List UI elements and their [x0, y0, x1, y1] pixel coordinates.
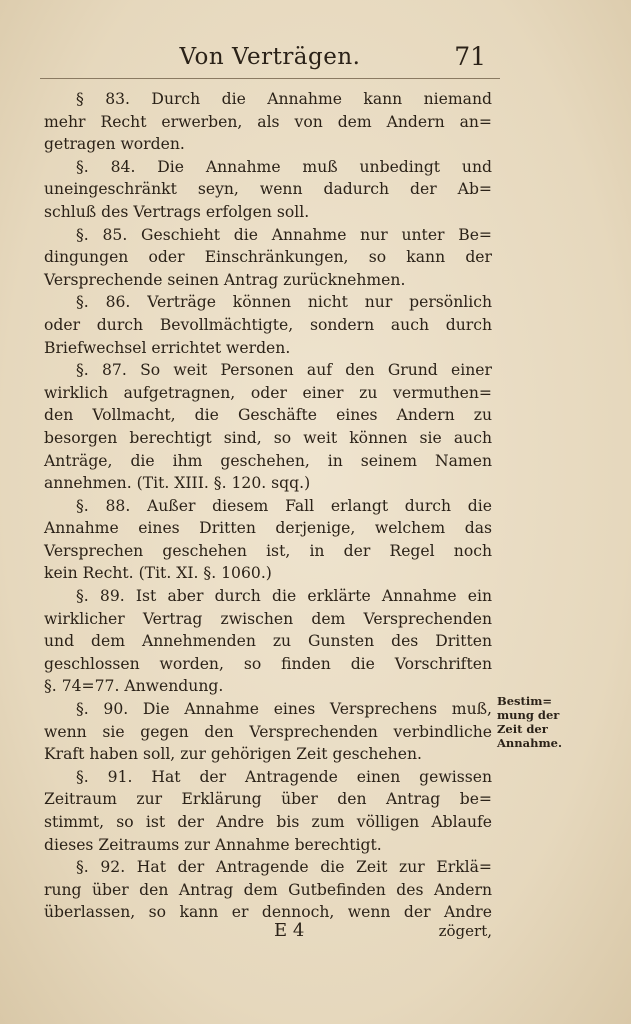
- running-title: Von Verträgen.: [179, 44, 361, 70]
- text-line: dingungen oder Einschränkungen, so kann der: [44, 248, 492, 267]
- text-line: annehmen. (Tit. XIII. §. 120. sqq.): [44, 474, 311, 493]
- margin-note-line: Bestim=: [497, 694, 552, 708]
- text-line: wenn sie gegen den Versprechenden verbindliche: [44, 722, 492, 741]
- text-line: §. 92. Hat der Antragende die Zeit zur Erklä=: [76, 858, 492, 877]
- text-line: kein Recht. (Tit. XI. §. 1060.): [44, 564, 272, 583]
- text-line: dieses Zeitraums zur Annahme berechtigt.: [44, 835, 382, 854]
- text-line: wirklicher Vertrag zwischen dem Versprechenden: [44, 609, 492, 628]
- text-line: oder durch Bevollmächtigte, sondern auch durch: [44, 315, 492, 334]
- text-line: §. 88. Außer diesem Fall erlangt durch die: [76, 496, 492, 515]
- text-line: und dem Annehmenden zu Gunsten des Dritten: [44, 632, 492, 651]
- text-line: Versprechende seinen Antrag zurücknehmen.: [44, 270, 406, 289]
- text-line: getragen worden.: [44, 135, 185, 154]
- signature-mark: E 4: [274, 920, 305, 941]
- catchword: zögert,: [438, 922, 492, 940]
- body-text: [44, 88, 492, 924]
- text-line: überlassen, so kann er dennoch, wenn der Andre: [44, 903, 492, 922]
- text-line: § 83. Durch die Annahme kann niemand: [76, 90, 492, 108]
- text-line: §. 84. Die Annahme muß unbedingt und: [76, 157, 492, 176]
- text-line: Briefwechsel errichtet werden.: [44, 338, 291, 357]
- text-line: §. 86. Verträge können nicht nur persönlich: [76, 293, 492, 312]
- page-footer: [44, 920, 492, 946]
- text-line: §. 74=77. Anwendung.: [44, 677, 224, 696]
- text-line: den Vollmacht, die Geschäfte eines Andern zu: [44, 406, 492, 425]
- text-line: Versprechen geschehen ist, in der Regel noch: [44, 541, 492, 560]
- text-line: wirklich aufgetragnen, oder einer zu vermuthen=: [44, 383, 492, 402]
- text-line: §. 90. Die Annahme eines Versprechens muß,: [76, 700, 492, 719]
- margin-note-line: Annahme.: [497, 736, 562, 750]
- text-line: rung über den Antrag dem Gutbefinden des Andern: [44, 880, 492, 899]
- text-line: Annahme eines Dritten derjenige, welchem das: [44, 519, 492, 538]
- page-header: [40, 38, 500, 79]
- text-line: uneingeschränkt seyn, wenn dadurch der Ab=: [44, 180, 492, 199]
- text-line: Zeitraum zur Erklärung über den Antrag be=: [44, 790, 492, 809]
- text-line: stimmt, so ist der Andre bis zum völligen Ablaufe: [44, 813, 492, 831]
- margin-note-line: mung der: [497, 708, 560, 722]
- text-line: geschlossen worden, so finden die Vorschriften: [44, 654, 492, 673]
- text-line: Anträge, die ihm geschehen, in seinem Namen: [44, 451, 492, 470]
- text-line: §. 91. Hat der Antragende einen gewissen: [76, 767, 492, 786]
- text-line: §. 87. So weit Personen auf den Grund einer: [76, 361, 492, 380]
- text-line: besorgen berechtigt sind, so weit können sie auch: [44, 428, 492, 447]
- text-line: schluß des Vertrags erfolgen soll.: [44, 202, 310, 221]
- text-line: mehr Recht erwerben, als von dem Andern an=: [44, 112, 492, 131]
- text-line: §. 85. Geschieht die Annahme nur unter Be=: [76, 225, 492, 244]
- page-number: 71: [454, 42, 486, 71]
- margin-note-line: Zeit der: [497, 722, 548, 736]
- text-line: Kraft haben soll, zur gehörigen Zeit geschehen.: [44, 745, 422, 764]
- margin-note: [497, 694, 567, 750]
- text-line: §. 89. Ist aber durch die erklärte Annahme ein: [76, 587, 492, 606]
